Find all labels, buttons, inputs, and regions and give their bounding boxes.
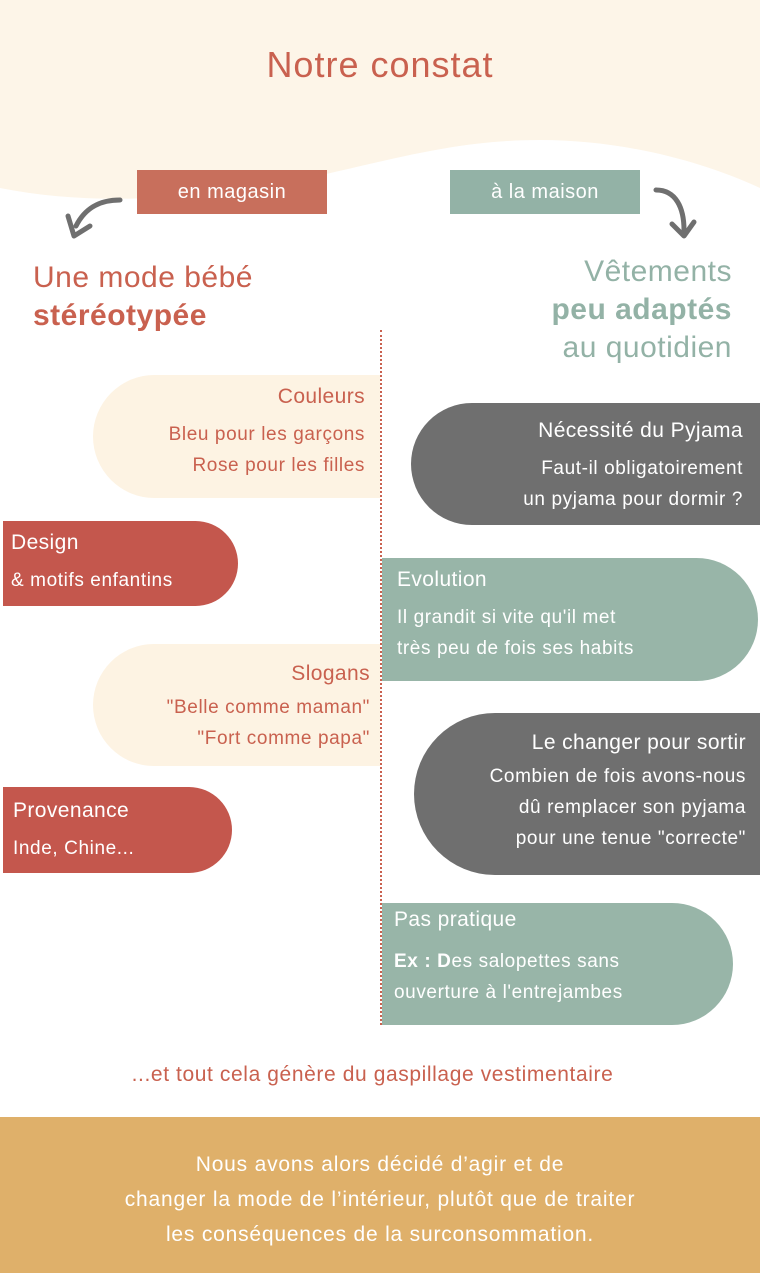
card-evolution-line2: très peu de fois ses habits bbox=[397, 638, 634, 659]
card-slogans-title: Slogans bbox=[291, 662, 370, 685]
tag-en-magasin: en magasin bbox=[137, 170, 327, 214]
card-pas-pratique-title: Pas pratique bbox=[394, 908, 517, 931]
card-pas-pratique-example-prefix: Ex : D bbox=[394, 951, 452, 972]
card-couleurs-line1: Bleu pour les garçons bbox=[168, 424, 365, 445]
card-necessite-pyjama-line2: un pyjama pour dormir ? bbox=[523, 489, 743, 510]
card-design-title: Design bbox=[11, 531, 79, 554]
card-slogans-line2: "Fort comme papa" bbox=[197, 728, 370, 749]
footer-line2: changer la mode de l’intérieur, plutôt que de traiter bbox=[124, 1188, 636, 1211]
page-title: Notre constat bbox=[266, 44, 494, 85]
card-provenance-title: Provenance bbox=[13, 799, 130, 822]
card-changer-line3: pour une tenue "correcte" bbox=[515, 828, 746, 849]
card-couleurs-line2: Rose pour les filles bbox=[192, 455, 365, 476]
card-changer-pour-sortir bbox=[414, 713, 760, 875]
card-evolution-title: Evolution bbox=[397, 568, 487, 591]
card-slogans bbox=[93, 644, 380, 766]
curved-arrow-down-left-icon bbox=[62, 186, 126, 250]
card-necessite-pyjama-line1: Faut-il obligatoirement bbox=[541, 458, 743, 479]
card-provenance-line1: Inde, Chine... bbox=[13, 838, 135, 859]
card-provenance bbox=[3, 787, 232, 873]
card-changer-line1: Combien de fois avons-nous bbox=[489, 766, 746, 787]
card-design-line1: & motifs enfantins bbox=[11, 570, 173, 591]
card-pas-pratique bbox=[382, 903, 733, 1025]
card-necessite-pyjama-title: Nécessité du Pyjama bbox=[538, 419, 743, 442]
card-slogans-line1: "Belle comme maman" bbox=[166, 697, 370, 718]
tag-a-la-maison: à la maison bbox=[450, 170, 640, 214]
right-heading-line3: au quotidien bbox=[562, 331, 732, 364]
right-heading bbox=[551, 253, 732, 367]
card-design bbox=[3, 521, 238, 606]
right-heading-line1: Vêtements bbox=[584, 255, 732, 288]
conclusion-text: ...et tout cela génère du gaspillage vestimentaire bbox=[131, 1063, 614, 1086]
card-changer-title: Le changer pour sortir bbox=[531, 731, 746, 754]
card-evolution bbox=[382, 558, 758, 681]
curved-arrow-down-right-icon bbox=[648, 180, 712, 244]
card-changer-line2: dû remplacer son pyjama bbox=[518, 797, 746, 818]
right-heading-line2: peu adaptés bbox=[551, 293, 732, 326]
card-necessite-pyjama bbox=[411, 403, 760, 525]
card-pas-pratique-line1 bbox=[394, 946, 733, 977]
card-pas-pratique-example-rest: es salopettes sans bbox=[451, 951, 620, 972]
card-couleurs bbox=[93, 375, 380, 498]
footer-line1: Nous avons alors décidé d’agir et de bbox=[195, 1153, 565, 1176]
card-pas-pratique-line2: ouverture à l'entrejambes bbox=[394, 982, 623, 1003]
footer-line3: les conséquences de la surconsommation. bbox=[165, 1223, 595, 1246]
left-heading bbox=[33, 259, 253, 335]
card-couleurs-title: Couleurs bbox=[277, 385, 365, 408]
left-heading-line1: Une mode bébé bbox=[33, 261, 253, 294]
footer-banner bbox=[0, 1117, 760, 1273]
left-heading-line2: stéréotypée bbox=[33, 299, 207, 332]
card-evolution-line1: Il grandit si vite qu'il met bbox=[397, 607, 616, 628]
